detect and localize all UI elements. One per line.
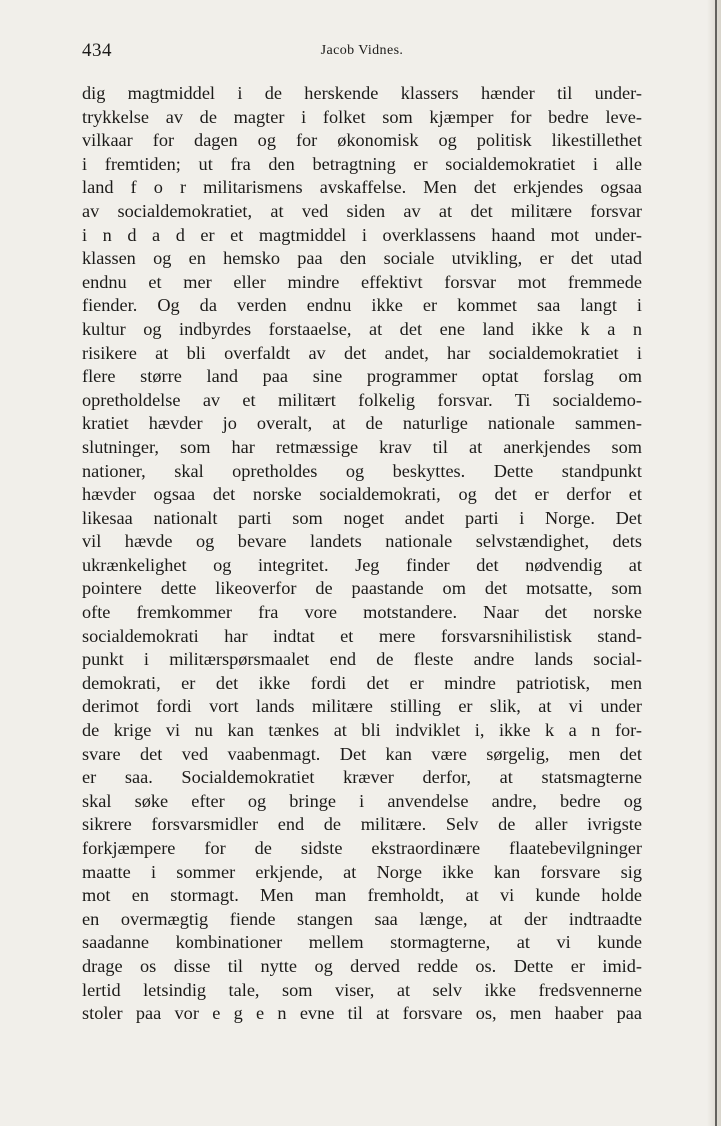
text-line: stoler paa vor e g e n evne til at forsvare os, men haaber paa xyxy=(82,1003,642,1024)
text-line: mot en stormagt. Men man fremholdt, at vi kunde holde xyxy=(82,885,642,906)
text-line: kratiet hævder jo overalt, at de naturlige nationale sammen- xyxy=(82,413,642,434)
text-line: vilkaar for dagen og for økonomisk og politisk likestillethet xyxy=(82,130,642,151)
text-line: trykkelse av de magter i folket som kjæmper for bedre leve- xyxy=(82,106,642,127)
text-line: drage os disse til nytte og derved redde os. Dette er imid- xyxy=(82,955,642,976)
text-line: svare det ved vaabenmagt. Det kan være sørgelig, men det xyxy=(82,743,642,764)
page-edge xyxy=(707,0,721,1126)
text-line: flere større land paa sine programmer optat forslag om xyxy=(82,366,642,387)
text-line: endnu et mer eller mindre effektivt forsvar mot fremmede xyxy=(82,271,642,292)
text-line: i fremtiden; ut fra den betragtning er socialdemokratiet i alle xyxy=(82,153,642,174)
text-line: demokrati, er det ikke fordi det er mindre patriotisk, men xyxy=(82,672,642,693)
text-line: av socialdemokratiet, at ved siden av at det militære forsvar xyxy=(82,200,642,221)
text-line: lertid letsindig tale, som viser, at selv ikke fredsvennerne xyxy=(82,979,642,1000)
text-line: en overmægtig fiende stangen saa længe, at der indtraadte xyxy=(82,908,642,929)
text-line: de krige vi nu kan tænkes at bli indviklet i, ikke k a n for- xyxy=(82,720,642,741)
page-edge-line xyxy=(715,0,717,1126)
page-number: 434 xyxy=(82,40,112,61)
text-line: fiender. Og da verden endnu ikke er kommet saa langt i xyxy=(82,295,642,316)
text-line: sikrere forsvarsmidler end de militære. Selv de aller ivrigste xyxy=(82,814,642,835)
text-line: punkt i militærspørsmaalet end de fleste andre lands social- xyxy=(82,649,642,670)
text-line: ukrænkelighet og integritet. Jeg finder det nødvendig at xyxy=(82,554,642,575)
text-line: klassen og en hemsko paa den sociale utvikling, er det utad xyxy=(82,248,642,269)
text-line: skal søke efter og bringe i anvendelse andre, bedre og xyxy=(82,790,642,811)
text-line: land f o r militarismens avskaffelse. Men det erkjendes ogsaa xyxy=(82,177,642,198)
text-line: vil hævde og bevare landets nationale selvstændighet, dets xyxy=(82,531,642,552)
text-line: risikere at bli overfaldt av det andet, har socialdemokratiet i xyxy=(82,342,642,363)
text-line: likesaa nationalt parti som noget andet parti i Norge. Det xyxy=(82,507,642,528)
page-header xyxy=(82,40,642,66)
text-line: i n d a d er et magtmiddel i overklassens haand mot under- xyxy=(82,224,642,245)
body-text xyxy=(82,82,642,1026)
text-line: socialdemokrati har indtat et mere forsvarsnihilistisk stand- xyxy=(82,625,642,646)
text-line: dig magtmiddel i de herskende klassers hænder til under- xyxy=(82,83,642,103)
text-line: forkjæmpere for de sidste ekstraordinære flaatebevilgninger xyxy=(82,838,642,858)
text-line: er saa. Socialdemokratiet kræver derfor, at statsmagterne xyxy=(82,767,642,788)
running-head: Jacob Vidnes. xyxy=(320,43,404,58)
text-line: saadanne kombinationer mellem stormagterne, at vi kunde xyxy=(82,932,642,953)
text-line: maatte i sommer erkjende, at Norge ikke kan forsvare sig xyxy=(82,861,642,882)
text-line: slutninger, som har retmæssige krav til at anerkjendes som xyxy=(82,436,642,457)
text-line: pointere dette likeoverfor de paastande om det motsatte, som xyxy=(82,578,642,599)
text-line: nationer, skal opretholdes og beskyttes. Dette standpunkt xyxy=(82,460,642,481)
text-line: derimot fordi vort lands militære stilling er slik, at vi under xyxy=(82,696,642,717)
text-line: kultur og indbyrdes forstaaelse, at det ene land ikke k a n xyxy=(82,318,642,339)
text-line: opretholdelse av et militært folkelig forsvar. Ti socialdemo- xyxy=(82,389,642,410)
text-line: ofte fremkommer fra vore motstandere. Naar det norske xyxy=(82,602,642,623)
text-line: hævder ogsaa det norske socialdemokrati, og det er derfor et xyxy=(82,484,642,505)
